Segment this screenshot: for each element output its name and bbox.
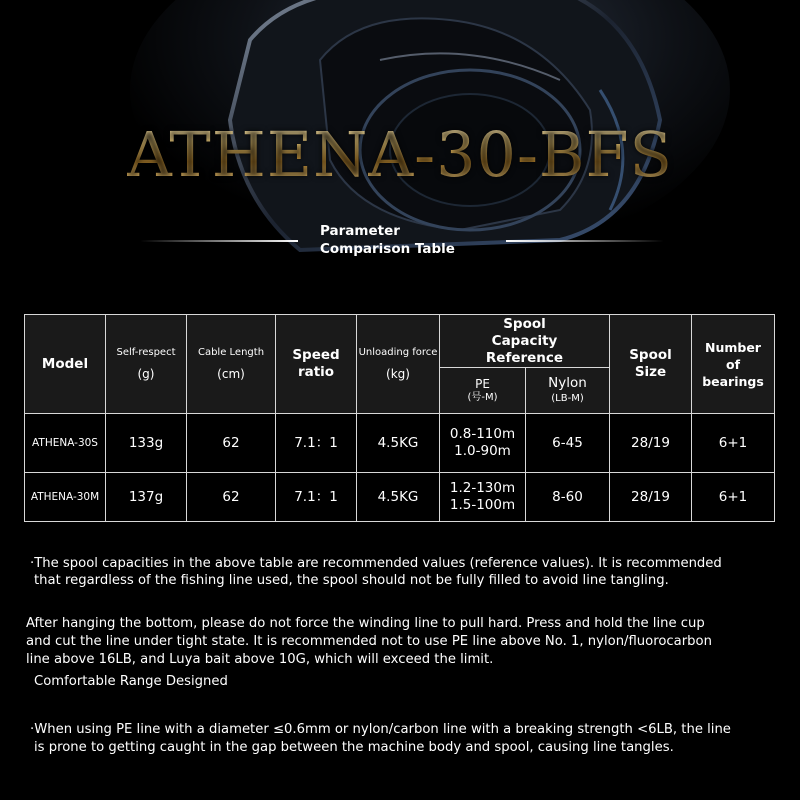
table-row-cell-force: 4.5KG (356, 472, 440, 522)
table-row-cell-weight: 137g (105, 472, 187, 522)
note-line-tangle-line1: ·When using PE line with a diameter ≤0.6mm or nylon/carbon line with a breaking strength <6LB, the line (30, 722, 731, 737)
header-unloading-force: Unloading force (kg) (356, 314, 440, 414)
table-subtitle: Parameter Comparison Table (320, 223, 455, 257)
header-nylon: Nylon (LB-M) (525, 367, 610, 414)
header-speed-ratio: Speed ratio (275, 314, 357, 414)
note-spool-capacity-line1: ·The spool capacities in the above table are recommended values (reference values). It is recommended (30, 556, 722, 571)
note-bottom-hang-line2: and cut the line under tight state. It is recommended not to use PE line above No. 1, nylon/fluorocarbon (26, 634, 712, 649)
note-bottom-hang-line1: After hanging the bottom, please do not force the winding line to pull hard. Press and hold the line cup (26, 616, 705, 631)
divider-right (506, 240, 664, 242)
product-title: ATHENA-30-BFS (127, 118, 673, 191)
divider-left (140, 240, 298, 242)
table-row-cell-pe: 0.8-110m 1.0-90m (439, 413, 526, 473)
table-row-cell-force: 4.5KG (356, 413, 440, 473)
table-row-cell-nylon: 6-45 (525, 413, 610, 473)
table-row-cell-cable: 62 (186, 413, 276, 473)
table-row-cell-ratio: 7.1：1 (275, 413, 357, 473)
table-row-cell-model: ATHENA-30M (24, 472, 106, 522)
table-row-cell-weight: 133g (105, 413, 187, 473)
note-bottom-hang-line3: line above 16LB, and Luya bait above 10G, which will exceed the limit. (26, 652, 494, 667)
note-comfortable-range: Comfortable Range Designed (34, 674, 228, 689)
table-row-cell-bearings: 6+1 (691, 472, 775, 522)
header-self-respect: Self-respect (g) (105, 314, 187, 414)
header-pe: PE (号-M) (439, 367, 526, 414)
hero-banner (0, 0, 800, 300)
spec-table (24, 314, 775, 522)
table-row-cell-spool: 28/19 (609, 413, 692, 473)
header-spool-capacity: Spool Capacity Reference (439, 314, 610, 368)
table-row-cell-bearings: 6+1 (691, 413, 775, 473)
table-row-cell-pe: 1.2-130m 1.5-100m (439, 472, 526, 522)
note-spool-capacity-line2: that regardless of the fishing line used, the spool should not be fully filled to avoid line tangling. (34, 573, 669, 588)
table-row-cell-spool: 28/19 (609, 472, 692, 522)
table-row-cell-model: ATHENA-30S (24, 413, 106, 473)
header-spool-size: Spool Size (609, 314, 692, 414)
header-cable-length: Cable Length (cm) (186, 314, 276, 414)
table-row-cell-cable: 62 (186, 472, 276, 522)
header-model: Model (24, 314, 106, 414)
note-line-tangle-line2: is prone to getting caught in the gap between the machine body and spool, causing line tangles. (34, 740, 674, 755)
header-bearings: Number of bearings (691, 314, 775, 414)
table-row-cell-ratio: 7.1：1 (275, 472, 357, 522)
table-row-cell-nylon: 8-60 (525, 472, 610, 522)
